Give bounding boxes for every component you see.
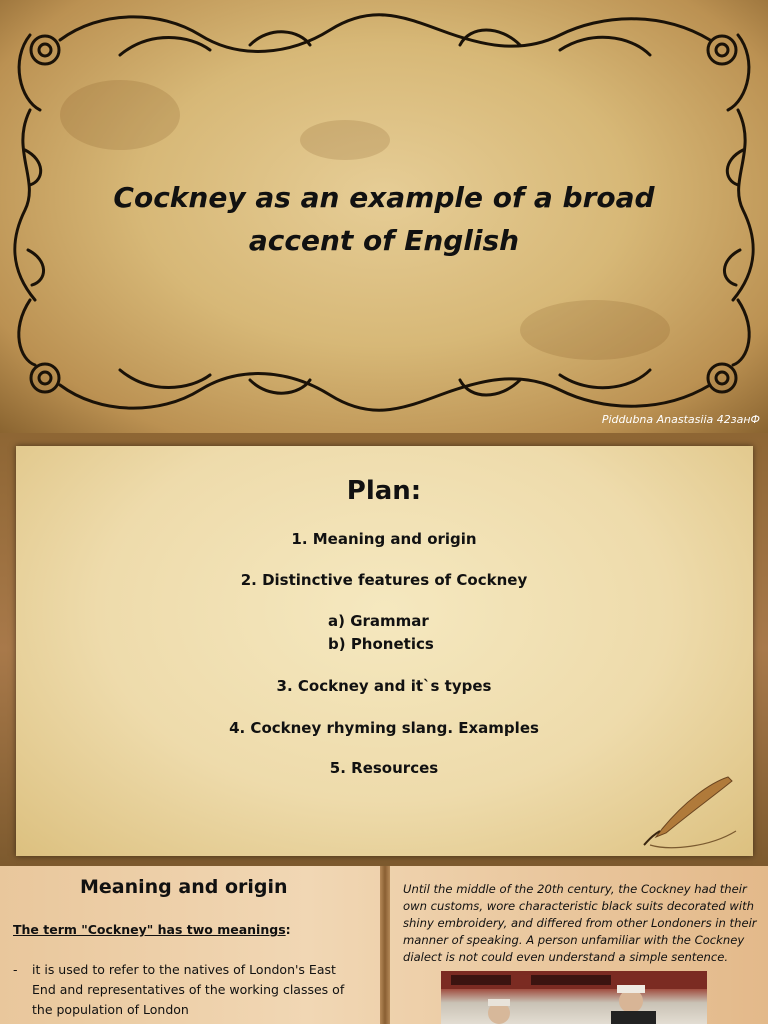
term-definition: [13, 922, 291, 937]
plan-item: 3. Cockney and it`s types: [276, 677, 492, 695]
bullet-text: it is used to refer to the natives of London's East End and representatives of the working classes of the population of London: [32, 962, 345, 1017]
plan-item: 2. Distinctive features of Cockney: [240, 571, 528, 589]
presentation-title: [84, 176, 684, 262]
cockney-photo: [441, 971, 707, 1024]
plan-item: 4. Cockney rhyming slang. Examples: [229, 719, 539, 737]
plan-subitem: a) Grammar: [328, 612, 429, 630]
plan-item: 1. Meaning and origin: [291, 530, 477, 548]
term-underlined: The term "Cockney" has two meanings: [13, 922, 286, 937]
title-slide: [0, 0, 768, 433]
plan-subitem: b) Phonetics: [328, 635, 434, 653]
plan-title: Plan:: [346, 476, 422, 506]
bullet-dash: -: [13, 962, 18, 977]
title-line-2: accent of English: [248, 224, 520, 257]
meaning-slide: [0, 866, 768, 1024]
photo-illustration: [441, 971, 707, 1024]
title-line-1: Cockney as an example of a broad: [113, 181, 655, 214]
quill-pen-icon: [640, 771, 740, 851]
author-name: Piddubna Anastasiia 42занФ: [601, 413, 760, 426]
column-divider: [380, 866, 390, 1024]
slide-heading: Meaning and origin: [80, 876, 288, 898]
plan-slide: [0, 433, 768, 866]
term-colon: :: [285, 922, 291, 937]
history-paragraph: Until the middle of the 20th century, the Cockney had their own customs, wore characteristic black suits decorated with shiny embroidery, and differed from other Londoners in their manner of speaking. A person unfamiliar with the Cockney dialect is not could even understand a simple sentence.: [403, 882, 757, 964]
bullet-item: [13, 960, 363, 1020]
plan-item: 5. Resources: [329, 759, 439, 777]
